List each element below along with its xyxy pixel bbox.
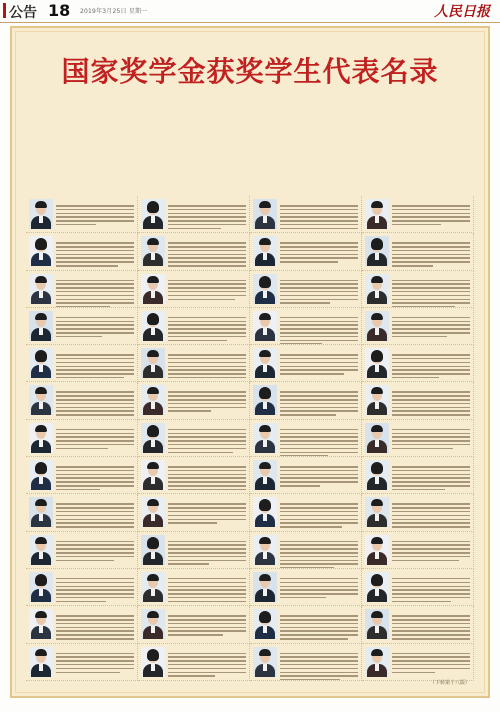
- student-entry: [250, 382, 362, 419]
- student-entry: [26, 457, 138, 494]
- student-entry: [250, 196, 362, 233]
- student-photo: [365, 385, 389, 415]
- student-entry: [250, 233, 362, 270]
- student-bio: [168, 541, 246, 568]
- student-photo: [141, 385, 165, 415]
- student-bio: [392, 541, 470, 568]
- student-photo: [365, 423, 389, 453]
- student-photo: [253, 572, 277, 602]
- student-bio: [168, 503, 246, 530]
- page-title: 国家奖学金获奖学生代表名录: [61, 55, 439, 88]
- student-bio: [56, 391, 134, 418]
- student-photo: [29, 274, 53, 304]
- student-bio: [280, 578, 358, 605]
- student-photo: [253, 609, 277, 639]
- student-entry: [138, 494, 250, 531]
- intro-text: [62, 101, 442, 103]
- student-bio: [280, 280, 358, 307]
- student-photo: [365, 647, 389, 677]
- student-bio: [168, 354, 246, 381]
- student-entry: [250, 606, 362, 643]
- student-entry: [138, 233, 250, 270]
- student-entry: [26, 345, 138, 382]
- student-bio: [392, 615, 470, 642]
- student-entry: [138, 382, 250, 419]
- student-entry: [250, 420, 362, 457]
- student-bio: [280, 205, 358, 232]
- student-entry: [362, 196, 474, 233]
- student-entry: [362, 644, 474, 681]
- student-bio: [56, 280, 134, 307]
- student-photo: [365, 311, 389, 341]
- page-header: [0, 0, 500, 23]
- student-bio: [56, 615, 134, 642]
- student-bio: [392, 354, 470, 381]
- student-photo: [29, 311, 53, 341]
- student-entry: [26, 569, 138, 606]
- student-bio: [392, 503, 470, 530]
- student-entry: [362, 420, 474, 457]
- student-bio: [56, 541, 134, 568]
- student-entry: [250, 271, 362, 308]
- student-photo: [253, 311, 277, 341]
- page-number: 18: [48, 1, 71, 20]
- student-bio: [392, 280, 470, 307]
- student-photo: [29, 423, 53, 453]
- student-entry: [26, 606, 138, 643]
- student-entry: [26, 644, 138, 681]
- student-bio: [280, 615, 358, 642]
- student-bio: [392, 317, 470, 344]
- student-bio: [168, 280, 246, 307]
- student-photo: [141, 348, 165, 378]
- student-bio: [168, 429, 246, 456]
- student-entry: [362, 494, 474, 531]
- student-entry: [362, 382, 474, 419]
- student-bio: [280, 466, 358, 493]
- student-entry: [26, 196, 138, 233]
- continuation-note: （下转第十八版）: [429, 680, 470, 686]
- issue-date: 2019年3月25日 星期一: [80, 8, 148, 15]
- student-photo: [141, 497, 165, 527]
- student-bio: [56, 503, 134, 530]
- student-photo: [365, 535, 389, 565]
- student-photo: [365, 460, 389, 490]
- student-photo: [29, 348, 53, 378]
- student-photo: [365, 497, 389, 527]
- student-entry: [26, 532, 138, 569]
- student-bio: [56, 578, 134, 605]
- student-entry: [26, 382, 138, 419]
- student-photo: [141, 274, 165, 304]
- student-entry: [362, 308, 474, 345]
- student-photo: [29, 385, 53, 415]
- student-entry: [250, 569, 362, 606]
- student-entry: [138, 308, 250, 345]
- student-entry: [250, 457, 362, 494]
- student-bio: [56, 653, 134, 680]
- student-entry: [250, 308, 362, 345]
- student-photo: [365, 348, 389, 378]
- announcement-frame: [10, 26, 490, 698]
- student-photo: [253, 497, 277, 527]
- student-photo: [253, 460, 277, 490]
- student-bio: [56, 429, 134, 456]
- student-bio: [56, 354, 134, 381]
- student-photo: [29, 460, 53, 490]
- student-photo: [253, 348, 277, 378]
- student-photo: [253, 236, 277, 266]
- student-photo: [253, 423, 277, 453]
- student-photo: [141, 609, 165, 639]
- student-photo: [29, 609, 53, 639]
- student-entry: [26, 420, 138, 457]
- student-photo: [29, 199, 53, 229]
- student-bio: [280, 354, 358, 381]
- student-entry: [362, 271, 474, 308]
- student-entry: [26, 233, 138, 270]
- section-marker: [3, 3, 6, 18]
- student-bio: [168, 466, 246, 493]
- student-entry: [250, 494, 362, 531]
- student-entry: [250, 345, 362, 382]
- student-photo: [141, 423, 165, 453]
- student-bio: [392, 653, 470, 680]
- student-entry: [26, 308, 138, 345]
- student-photo: [29, 647, 53, 677]
- student-entry: [26, 494, 138, 531]
- student-photo: [365, 572, 389, 602]
- student-photo: [141, 535, 165, 565]
- student-bio: [280, 429, 358, 456]
- student-entry: [138, 271, 250, 308]
- student-photo: [365, 236, 389, 266]
- student-photo: [141, 199, 165, 229]
- student-bio: [168, 317, 246, 344]
- student-entry: [138, 345, 250, 382]
- student-entry: [138, 532, 250, 569]
- student-photo: [253, 385, 277, 415]
- student-bio: [280, 317, 358, 344]
- student-bio: [168, 205, 246, 232]
- student-entry: [362, 457, 474, 494]
- student-bio: [168, 391, 246, 418]
- student-entry: [250, 644, 362, 681]
- student-entry: [362, 569, 474, 606]
- student-photo: [141, 572, 165, 602]
- student-photo: [253, 199, 277, 229]
- student-bio: [56, 466, 134, 493]
- student-bio: [392, 429, 470, 456]
- student-bio: [280, 541, 358, 568]
- student-photo: [29, 572, 53, 602]
- student-bio: [392, 466, 470, 493]
- student-entry: [138, 569, 250, 606]
- masthead-logo: 人民日报: [434, 4, 490, 20]
- student-entry: [250, 532, 362, 569]
- student-bio: [280, 503, 358, 530]
- student-photo: [253, 535, 277, 565]
- student-photo: [141, 460, 165, 490]
- student-grid: [26, 196, 474, 681]
- student-bio: [392, 205, 470, 232]
- student-entry: [138, 644, 250, 681]
- student-bio: [392, 578, 470, 605]
- student-bio: [168, 578, 246, 605]
- student-bio: [56, 242, 134, 269]
- student-bio: [280, 653, 358, 680]
- student-bio: [56, 317, 134, 344]
- student-entry: [362, 606, 474, 643]
- student-photo: [29, 535, 53, 565]
- student-bio: [168, 615, 246, 642]
- student-bio: [168, 653, 246, 680]
- student-bio: [280, 242, 358, 269]
- student-photo: [29, 236, 53, 266]
- student-entry: [138, 457, 250, 494]
- student-entry: [362, 532, 474, 569]
- student-bio: [280, 391, 358, 418]
- student-entry: [138, 196, 250, 233]
- student-photo: [141, 647, 165, 677]
- student-photo: [365, 199, 389, 229]
- student-photo: [253, 274, 277, 304]
- student-bio: [392, 391, 470, 418]
- student-bio: [168, 242, 246, 269]
- student-photo: [141, 311, 165, 341]
- student-photo: [365, 274, 389, 304]
- student-photo: [253, 647, 277, 677]
- section-name: 公告: [9, 5, 37, 21]
- student-photo: [29, 497, 53, 527]
- student-photo: [365, 609, 389, 639]
- student-bio: [392, 242, 470, 269]
- student-entry: [138, 606, 250, 643]
- student-entry: [362, 345, 474, 382]
- student-entry: [362, 233, 474, 270]
- student-entry: [138, 420, 250, 457]
- student-photo: [141, 236, 165, 266]
- student-bio: [56, 205, 134, 232]
- student-entry: [26, 271, 138, 308]
